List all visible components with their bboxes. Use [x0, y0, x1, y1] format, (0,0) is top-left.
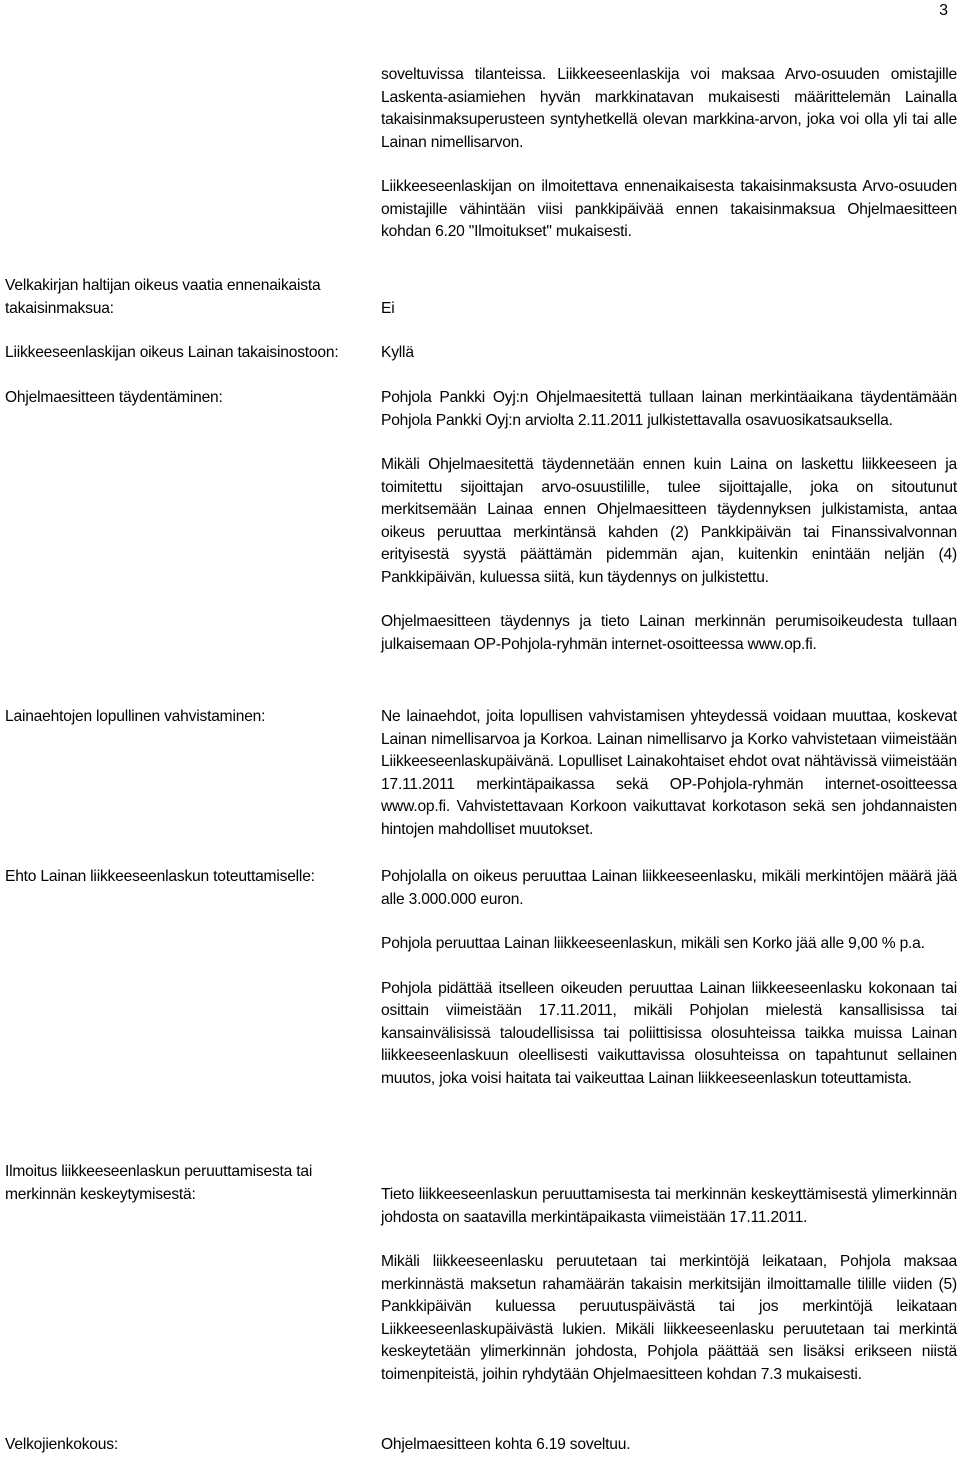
issuer-repurchase-label: Liikkeeseenlaskijan oikeus Lainan takaisinostoon:: [5, 344, 339, 361]
cancellation-notice-block: [381, 1184, 957, 1386]
final-terms-label: Lainaehtojen lopullinen vahvistaminen:: [5, 708, 266, 725]
issue-condition-label: Ehto Lainan liikkeeseenlaskun toteuttamiselle:: [5, 868, 315, 885]
issuer-repurchase-value: Kyllä: [381, 344, 414, 361]
prospectus-supplement-label: Ohjelmaesitteen täydentäminen:: [5, 389, 223, 406]
intro-paragraph-1: soveltuvissa tilanteissa. Liikkeeseenlaskija voi maksaa Arvo-osuuden omistajille Laskenta-asiamiehen hyvän markkinatavan mukaisesti määrittelemän Lainalla takaisinmaksuperusteen syntyhetkellä olevan markkina-arvon, joka voi olla yli tai alle Lainan nimellisarvon.: [381, 66, 957, 151]
prospectus-supplement-paragraph-2: Mikäli Ohjelmaesitettä täydennetään ennen kuin Laina on laskettu liikkeeseen ja toimitettu sijoittajan arvo-osuustilille, tulee sijoittajalle, joka on sitoutunut merkitsemään Lainaa ennen Ohjelmaesitteen täydennyksen julkistamista, antaa oikeus peruuttaa merkintänsä kahden (2) Pankkipäivän tai Finanssivalvonnan erityisestä syystä päättämän pidemmän ajan, kuitenkin enintään neljän (4) Pankkipäivän, kuluessa siitä, kun täydennys on julkistettu.: [381, 456, 957, 586]
issue-condition-paragraph-3: Pohjola pidättää itselleen oikeuden peruuttaa Lainan liikkeeseenlasku kokonaan tai osittain viimeistään 17.11.2011, mikäli Pohjolan mielestä kansallisissa tai kansainvälisissä taloudellisissa tai poliittisissa olosuhteissa taikka muissa Lainan liikkeeseenlaskuun oleellisesti vaikuttavissa olosuhteissa on tapahtunut sellainen muutos, joka voisi haitata tai vaikeuttaa Lainan liikkeeseenlaskun toteuttamista.: [381, 979, 957, 1087]
prospectus-supplement-paragraph-1: Pohjola Pankki Oyj:n Ohjelmaesitettä tullaan lainan merkintäaikana täydentämään Pohjola Pankki Oyj:n arviolta 2.11.2011 julkistettavalla osavuosikatsauksella.: [381, 389, 957, 429]
bondholders-meeting-value: Ohjelmaesitteen kohta 6.19 soveltuu.: [381, 1436, 631, 1453]
cancellation-notice-paragraph-2: Mikäli liikkeeseenlasku peruutetaan tai merkintöjä leikataan, Pohjola maksaa merkinnästä maksetun rahamäärän takaisin merkitsijän ilmoittamalle tilille viiden (5) Pankkipäivän kuluessa peruutuspäivästä tai jos merkintöjä leikataan Liikkeeseenlaskupäivästä lukien. Mikäli liikkeeseenlasku peruutetaan tai merkintä keskeytetään ylimerkinnän johdosta, Pohjola päättää sen lisäksi erikseen niistä toimenpiteistä, joihin ryhdytään Ohjelmaesitteen kohdan 7.3 mukaisesti.: [381, 1253, 957, 1383]
holder-redemption-value: Ei: [381, 300, 395, 317]
holder-redemption-label: Velkakirjan haltijan oikeus vaatia ennenaikaista takaisinmaksua:: [5, 277, 321, 317]
intro-paragraph-2: Liikkeeseenlaskijan on ilmoitettava ennenaikaisesta takaisinmaksusta Arvo-osuuden omistajille vähintään viisi pankkipäivää ennen takaisinmaksua Ohjelmaesitteen kohdan 6.20 "Ilmoitukset" mukaisesti.: [381, 178, 957, 240]
page-number: 3: [939, 2, 948, 19]
issue-condition-paragraph-1: Pohjolalla on oikeus peruuttaa Lainan liikkeeseenlasku, mikäli merkintöjen määrä jää alle 3.000.000 euron.: [381, 868, 957, 908]
issue-condition-paragraph-2: Pohjola peruuttaa Lainan liikkeeseenlaskun, mikäli sen Korko jää alle 9,00 % p.a.: [381, 935, 925, 952]
final-terms-block: [381, 706, 957, 841]
prospectus-supplement-block: [381, 387, 957, 656]
intro-block: [381, 64, 957, 244]
bondholders-meeting-label: Velkojienkokous:: [5, 1436, 118, 1453]
cancellation-notice-label: Ilmoitus liikkeeseenlaskun peruuttamisesta tai merkinnän keskeytymisestä:: [5, 1163, 313, 1203]
prospectus-supplement-paragraph-3: Ohjelmaesitteen täydennys ja tieto Lainan merkinnän perumisoikeudesta tullaan julkaisemaan OP-Pohjola-ryhmän internet-osoitteessa www.op.fi.: [381, 613, 957, 653]
final-terms-paragraph-1: Ne lainaehdot, joita lopullisen vahvistamisen yhteydessä voidaan muuttaa, koskevat Lainan nimellisarvoa ja Korkoa. Lainan nimellisarvo ja Korko vahvistetaan viimeistään Liikkeeseenlaskupäivänä. Lopulliset Lainakohtaiset ehdot ovat nähtävissä viimeistään 17.11.2011 merkintäpaikassa sekä OP-Pohjola-ryhmän internet-osoitteessa www.op.fi. Vahvistettavaan Korkoon vaikuttavat korkotason sekä sen johdannaisten hintojen mahdolliset muutokset.: [381, 708, 957, 838]
cancellation-notice-paragraph-1: Tieto liikkeeseenlaskun peruuttamisesta tai merkinnän keskeyttämisestä ylimerkinnän johdosta on saatavilla merkintäpaikasta viimeistään 17.11.2011.: [381, 1186, 957, 1226]
issue-condition-block: [381, 866, 957, 1090]
